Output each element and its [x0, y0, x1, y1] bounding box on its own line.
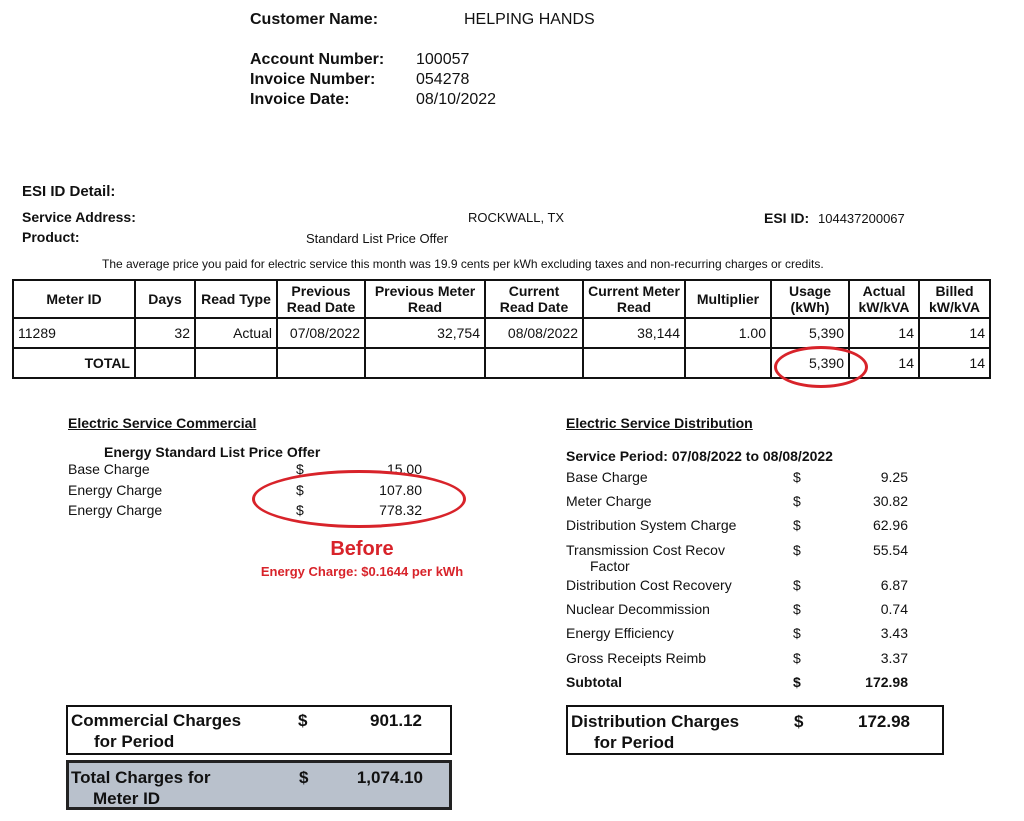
- charge-amount: 6.87: [880, 577, 908, 593]
- header-curr-read-date: Current Read Date: [485, 280, 583, 318]
- charge-amount: 55.54: [872, 542, 908, 558]
- charge-currency: $: [793, 577, 801, 593]
- energy-charge-highlight-circle: [252, 470, 466, 528]
- charge-currency: $: [793, 650, 801, 666]
- charge-amount: 0.74: [880, 601, 908, 617]
- total-charges-label-2: Meter ID: [93, 789, 161, 808]
- commercial-charges-amount: 901.12: [370, 711, 422, 730]
- list-item: Transmission Cost Recov: [566, 542, 725, 558]
- charge-label: Energy Charge: [68, 502, 163, 518]
- charge-currency: $: [793, 542, 801, 558]
- esi-id-label: ESI ID:: [764, 210, 810, 226]
- service-address: ROCKWALL, TX: [468, 210, 565, 225]
- cell-multiplier: 1.00: [685, 318, 771, 348]
- total-charges-currency: $: [299, 768, 309, 787]
- charge-currency: $: [793, 625, 801, 641]
- subtotal-amount: 172.98: [865, 674, 908, 690]
- invoice-date-label: Invoice Date:: [250, 91, 350, 108]
- list-item: Base Charge: [566, 469, 648, 485]
- cell-empty: [277, 348, 365, 378]
- list-item: [68, 502, 162, 522]
- subtotal-currency: $: [793, 674, 801, 690]
- cell-empty: [135, 348, 195, 378]
- cell-total-actual: 14: [849, 348, 919, 378]
- commercial-subtitle: Energy Standard List Price Offer: [104, 444, 321, 460]
- usage-highlight-circle: [774, 346, 868, 388]
- total-charges-label: Total Charges for: [71, 768, 211, 787]
- list-item: Distribution System Charge: [566, 517, 737, 533]
- invoice-number-label: Invoice Number:: [250, 71, 376, 88]
- product-name: Standard List Price Offer: [306, 231, 449, 246]
- list-item: Meter Charge: [566, 493, 652, 509]
- annotation-energy-rate: Energy Charge: $0.1644 per kWh: [260, 564, 464, 579]
- commercial-charges-label-2: for Period: [94, 732, 175, 751]
- charge-currency: $: [793, 469, 801, 485]
- subtotal-label: Subtotal: [566, 674, 622, 690]
- cell-curr-meter-read: 38,144: [583, 318, 685, 348]
- product-label: Product:: [22, 229, 80, 245]
- commercial-charges-label: Commercial Charges: [71, 711, 242, 730]
- distribution-charges-label: Distribution Charges: [571, 712, 740, 731]
- header-meter-id: Meter ID: [13, 280, 135, 318]
- cell-usage: 5,390: [771, 318, 849, 348]
- cell-days: 32: [135, 318, 195, 348]
- annotation-before: Before: [330, 538, 394, 560]
- charge-amount: 3.43: [880, 625, 908, 641]
- cell-total-usage: 5,390: [771, 348, 849, 378]
- cell-curr-read-date: 08/08/2022: [485, 318, 583, 348]
- charge-label: Energy Charge: [68, 482, 163, 498]
- list-item: Energy Efficiency: [566, 625, 674, 641]
- distribution-charges-amount: 172.98: [858, 712, 910, 731]
- list-item: Distribution Cost Recovery: [566, 577, 732, 593]
- service-address-label: Service Address:: [22, 209, 136, 225]
- commercial-charges-box: [66, 705, 452, 755]
- cell-actual: 14: [849, 318, 919, 348]
- header-prev-read-date: Previous Read Date: [277, 280, 365, 318]
- charge-currency: $: [296, 482, 304, 498]
- list-item: Nuclear Decommission: [566, 601, 710, 617]
- header-curr-meter-read: Current Meter Read: [583, 280, 685, 318]
- customer-name: HELPING HANDS: [464, 11, 595, 28]
- table-row: [13, 318, 990, 348]
- charge-currency: $: [793, 517, 801, 533]
- charge-currency: $: [793, 493, 801, 509]
- total-charges-box: [66, 760, 452, 810]
- commercial-charges-currency: $: [298, 711, 308, 730]
- commercial-title: Electric Service Commercial: [68, 415, 257, 431]
- charge-amount: 9.25: [880, 469, 908, 485]
- charge-label-continued: Factor: [590, 558, 630, 574]
- average-price-note: The average price you paid for electric service this month was 19.9 cents per kWh excluding taxes and non-recurring charges or credits.: [102, 257, 824, 271]
- cell-prev-read-date: 07/08/2022: [277, 318, 365, 348]
- cell-total-label: TOTAL: [13, 348, 135, 378]
- charge-amount: 107.80: [379, 482, 422, 498]
- cell-empty: [583, 348, 685, 378]
- total-charges-amount: 1,074.10: [356, 768, 423, 787]
- cell-meter-id: 11289: [13, 318, 135, 348]
- meter-table-header: [13, 280, 990, 318]
- esi-detail-title: ESI ID Detail:: [22, 183, 116, 200]
- header-billed: Billed kW/kVA: [919, 280, 990, 318]
- distribution-title: Electric Service Distribution: [566, 415, 753, 431]
- header-read-type: Read Type: [195, 280, 277, 318]
- invoice-number: 054278: [416, 71, 470, 88]
- header-actual: Actual kW/kVA: [849, 280, 919, 318]
- cell-prev-meter-read: 32,754: [365, 318, 485, 348]
- charge-amount: 15.00: [386, 461, 422, 477]
- cell-read-type: Actual: [195, 318, 277, 348]
- charge-currency: $: [296, 461, 304, 477]
- distribution-charges-label-2: for Period: [594, 733, 675, 752]
- charge-currency: $: [296, 502, 304, 518]
- cell-empty: [195, 348, 277, 378]
- customer-name-label: Customer Name:: [250, 11, 379, 28]
- list-item: [68, 461, 150, 481]
- charge-amount: 778.32: [379, 502, 422, 518]
- cell-empty: [485, 348, 583, 378]
- cell-billed: 14: [919, 318, 990, 348]
- invoice-date: 08/10/2022: [416, 91, 497, 108]
- charge-amount: 62.96: [872, 517, 908, 533]
- cell-empty: [685, 348, 771, 378]
- charge-label: Base Charge: [68, 461, 150, 477]
- header-usage: Usage (kWh): [771, 280, 849, 318]
- account-number-label: Account Number:: [250, 51, 385, 68]
- charge-amount: 30.82: [872, 493, 908, 509]
- cell-total-billed: 14: [919, 348, 990, 378]
- cell-empty: [365, 348, 485, 378]
- charge-amount: 3.37: [880, 650, 908, 666]
- header-prev-meter-read: Previous Meter Read: [365, 280, 485, 318]
- charge-currency: $: [793, 601, 801, 617]
- header-multiplier: Multiplier: [685, 280, 771, 318]
- list-item: [68, 482, 162, 502]
- distribution-period: Service Period: 07/08/2022 to 08/08/2022: [566, 448, 833, 464]
- distribution-charges-currency: $: [794, 712, 804, 731]
- esi-id: 104437200067: [818, 211, 905, 226]
- distribution-charges-box: [566, 705, 944, 755]
- list-item: Gross Receipts Reimb: [566, 650, 707, 666]
- header-days: Days: [135, 280, 195, 318]
- account-number: 100057: [416, 51, 470, 68]
